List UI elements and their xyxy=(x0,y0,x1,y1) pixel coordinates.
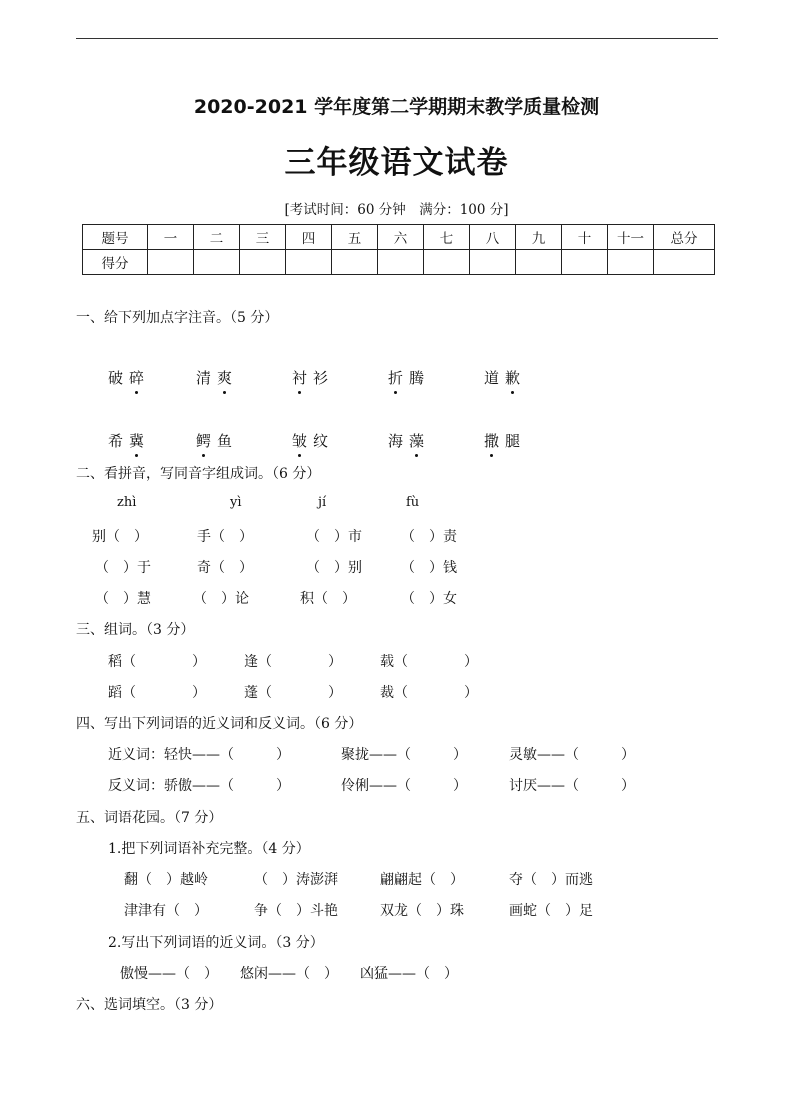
fill-item[interactable]: 别（ ） xyxy=(92,529,148,545)
word-item xyxy=(108,367,144,388)
score-cell[interactable] xyxy=(332,250,378,275)
fill-item[interactable]: 讨厌——（ ） xyxy=(509,778,635,794)
score-cell[interactable] xyxy=(286,250,332,275)
word-char: 衬 xyxy=(292,369,308,387)
fill-item[interactable]: （ ）市 xyxy=(306,529,362,545)
exam-title: 三年级语文试卷 xyxy=(284,145,509,181)
table-cell: 四 xyxy=(286,225,332,250)
fill-item[interactable]: （ ）别 xyxy=(306,560,362,576)
word-char: 破 xyxy=(108,369,124,387)
fill-item[interactable]: 伶俐——（ ） xyxy=(341,778,467,794)
table-cell: 二 xyxy=(194,225,240,250)
sub-question-2: 2.写出下列词语的近义词。（3 分） xyxy=(108,935,324,951)
word-item xyxy=(196,430,232,451)
fill-item[interactable]: 翩翩起（ ） xyxy=(380,872,464,888)
score-cell[interactable] xyxy=(148,250,194,275)
word-item xyxy=(388,430,424,451)
score-cell[interactable] xyxy=(654,250,715,275)
word-char: 道 xyxy=(484,369,500,387)
table-cell: 五 xyxy=(332,225,378,250)
word-item xyxy=(484,367,520,388)
score-table-score-row xyxy=(83,250,715,275)
word-char: 折 xyxy=(388,369,404,387)
table-cell: 八 xyxy=(470,225,516,250)
pinyin-label: yì xyxy=(230,495,242,510)
fill-item[interactable]: 蓬（ ） xyxy=(244,685,342,701)
fill-item[interactable]: 凶猛——（ ） xyxy=(360,966,458,982)
word-char: 希 xyxy=(108,432,124,450)
fill-item[interactable]: 蹈（ ） xyxy=(108,685,206,701)
table-cell: 得分 xyxy=(83,250,148,275)
pinyin-label: jí xyxy=(318,495,327,510)
fill-item[interactable]: 画蛇（ ）足 xyxy=(509,903,593,919)
score-cell[interactable] xyxy=(470,250,516,275)
table-cell: 一 xyxy=(148,225,194,250)
fill-item[interactable]: 夺（ ）而逃 xyxy=(509,872,593,888)
fill-item[interactable]: 翻（ ）越岭 xyxy=(124,872,208,888)
score-cell[interactable] xyxy=(424,250,470,275)
section-5-heading: 五、词语花园。（7 分） xyxy=(76,810,223,826)
table-cell: 题号 xyxy=(83,225,148,250)
pinyin-label: zhì xyxy=(117,495,137,510)
section-3-heading: 三、组词。（3 分） xyxy=(76,622,195,638)
fill-item[interactable]: 奇（ ） xyxy=(197,560,253,576)
score-cell[interactable] xyxy=(240,250,286,275)
table-cell: 十一 xyxy=(608,225,654,250)
section-2-heading: 二、看拼音，写同音字组成词。（6 分） xyxy=(76,466,321,482)
word-item xyxy=(292,430,328,451)
word-item xyxy=(484,430,520,451)
word-char: 鳄 xyxy=(196,432,212,450)
word-char: 碎 xyxy=(129,369,145,387)
section-6-heading: 六、选词填空。（3 分） xyxy=(76,997,223,1013)
fill-item[interactable]: 载（ ） xyxy=(380,654,478,670)
fill-item[interactable]: 悠闲——（ ） xyxy=(240,966,338,982)
fill-item[interactable]: 稻（ ） xyxy=(108,654,206,670)
fill-item[interactable]: （ ）于 xyxy=(95,560,151,576)
exam-info: [考试时间：60 分钟 满分：100 分] xyxy=(284,202,509,218)
word-char: 衫 xyxy=(313,369,329,387)
header-rule xyxy=(76,38,718,39)
table-cell: 十 xyxy=(562,225,608,250)
word-char: 歉 xyxy=(505,369,521,387)
score-cell[interactable] xyxy=(194,250,240,275)
word-char: 皱 xyxy=(292,432,308,450)
fill-item[interactable]: 逢（ ） xyxy=(244,654,342,670)
score-table-header-row xyxy=(83,225,715,250)
fill-item[interactable]: 双龙（ ）珠 xyxy=(380,903,464,919)
score-cell[interactable] xyxy=(378,250,424,275)
fill-item[interactable]: 灵敏——（ ） xyxy=(509,747,635,763)
section-1-heading: 一、给下列加点字注音。（5 分） xyxy=(76,310,279,326)
score-cell[interactable] xyxy=(562,250,608,275)
word-char: 冀 xyxy=(129,432,145,450)
word-item xyxy=(388,367,424,388)
fill-item[interactable]: 津津有（ ） xyxy=(124,903,208,919)
fill-item[interactable]: 裁（ ） xyxy=(380,685,478,701)
fill-item[interactable]: （ ）慧 xyxy=(95,591,151,607)
word-item xyxy=(108,430,144,451)
fill-item[interactable]: 积（ ） xyxy=(300,591,356,607)
table-cell: 九 xyxy=(516,225,562,250)
table-cell: 六 xyxy=(378,225,424,250)
fill-item[interactable]: （ ）涛澎湃 xyxy=(254,872,338,888)
word-char: 海 xyxy=(388,432,404,450)
fill-item[interactable]: （ ）钱 xyxy=(401,560,457,576)
sub-question-1: 1.把下列词语补充完整。（4 分） xyxy=(108,841,310,857)
table-cell: 七 xyxy=(424,225,470,250)
table-cell: 三 xyxy=(240,225,286,250)
word-char: 纹 xyxy=(313,432,329,450)
fill-item[interactable]: （ ）责 xyxy=(401,529,457,545)
fill-item[interactable]: 傲慢——（ ） xyxy=(120,966,218,982)
fill-item[interactable]: 争（ ）斗艳 xyxy=(254,903,338,919)
word-char: 清 xyxy=(196,369,212,387)
word-char: 腾 xyxy=(409,369,425,387)
score-cell[interactable] xyxy=(608,250,654,275)
fill-item[interactable]: 近义词：轻快——（ ） xyxy=(108,747,290,763)
word-char: 爽 xyxy=(217,369,233,387)
score-cell[interactable] xyxy=(516,250,562,275)
fill-item[interactable]: （ ）女 xyxy=(401,591,457,607)
exam-subtitle: 2020-2021 学年度第二学期期末教学质量检测 xyxy=(193,96,600,118)
score-table xyxy=(82,224,715,275)
pinyin-label: fù xyxy=(406,495,420,510)
word-item xyxy=(196,367,232,388)
word-char: 腿 xyxy=(505,432,521,450)
fill-item[interactable]: （ ）论 xyxy=(193,591,249,607)
fill-item[interactable]: 反义词：骄傲——（ ） xyxy=(108,778,290,794)
table-cell: 总分 xyxy=(654,225,715,250)
fill-item[interactable]: 手（ ） xyxy=(197,529,253,545)
section-4-heading: 四、写出下列词语的近义词和反义词。（6 分） xyxy=(76,716,363,732)
word-char: 藻 xyxy=(409,432,425,450)
fill-item[interactable]: 聚拢——（ ） xyxy=(341,747,467,763)
word-char: 鱼 xyxy=(217,432,233,450)
word-char: 撒 xyxy=(484,432,500,450)
word-item xyxy=(292,367,328,388)
